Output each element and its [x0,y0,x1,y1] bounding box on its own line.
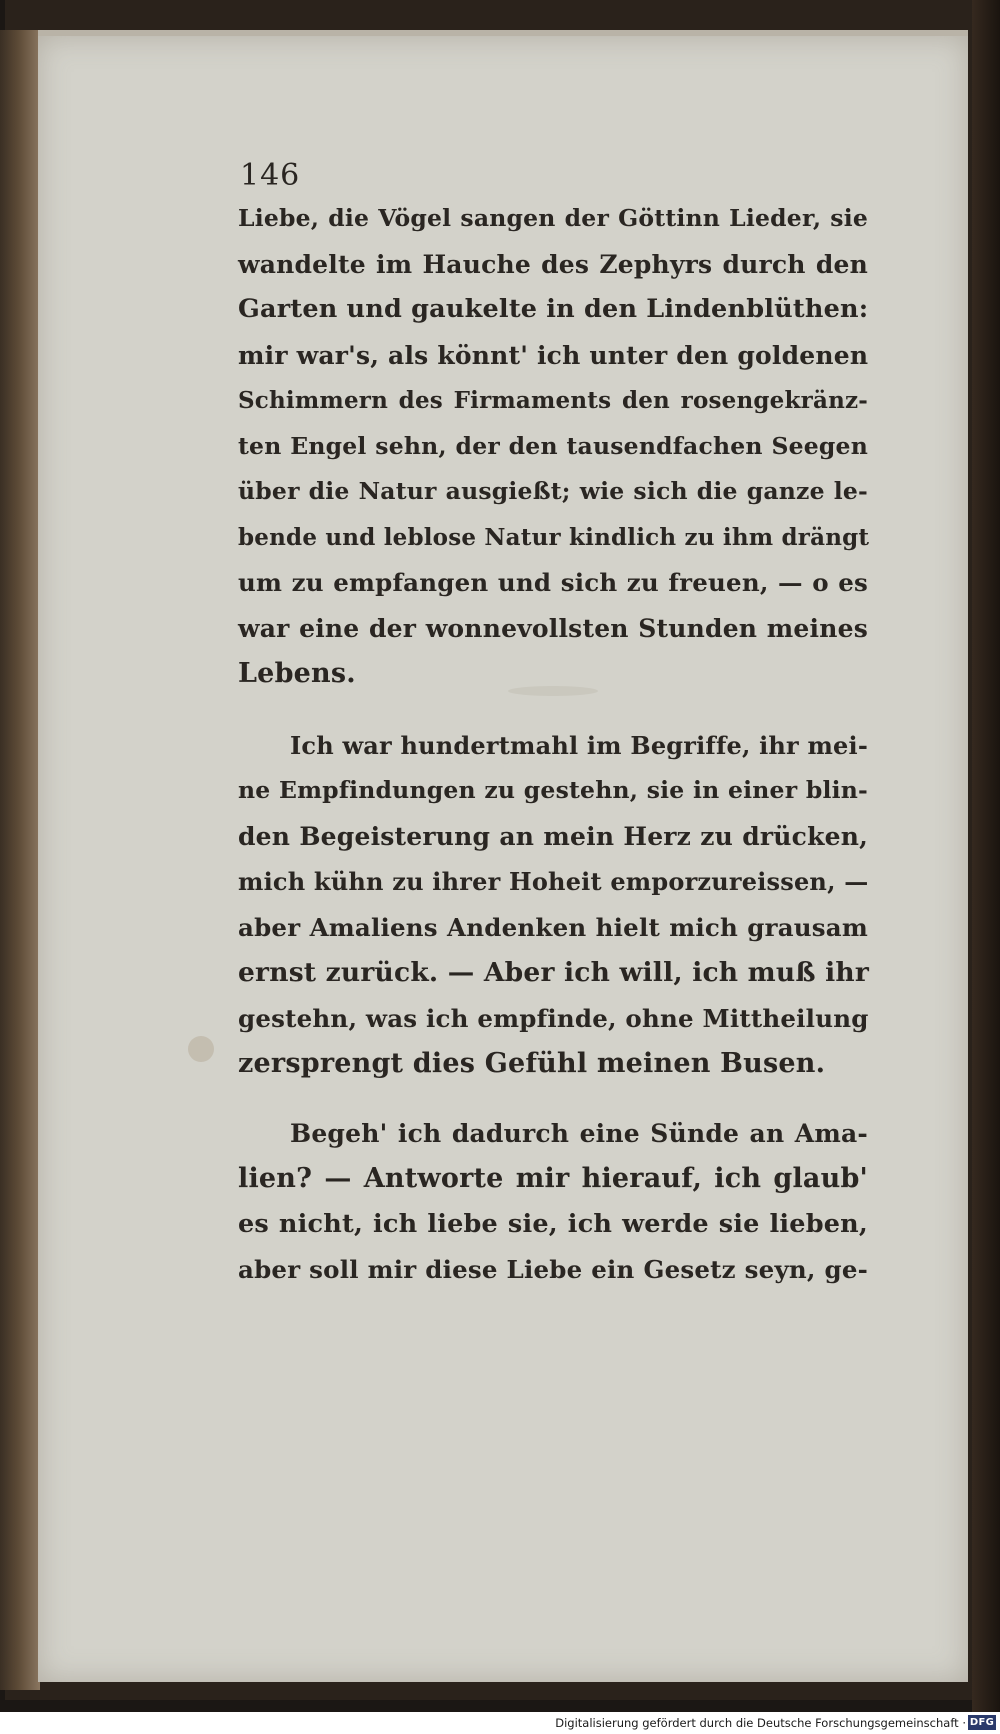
paper-stain [188,1036,214,1062]
text-line: Lebens. [238,658,356,689]
text-line: ne Empfindungen zu gestehn, sie in einer blin- [238,776,868,804]
page-number: 146 [240,158,301,193]
text-line: aber Amaliens Andenken hielt mich grausam [238,912,868,942]
text-line: ernst zurück. — Aber ich will, ich muß ihr [238,957,870,988]
text-line: Begeh' ich dadurch eine Sünde an Ama- [290,1118,868,1148]
text-line: Schimmern des Firmaments den rosengekränz- [238,387,868,414]
text-line: ten Engel sehn, der den tausendfachen Seegen [238,431,868,460]
text-line: aber soll mir diese Liebe ein Gesetz seyn, ge- [238,1255,868,1284]
text-line: war eine der wonnevollsten Stunden meines [238,613,868,643]
dfg-logo: DFG [969,1717,995,1728]
text-line: gestehn, was ich empfinde, ohne Mittheilung [238,1003,869,1033]
text-line: bende und leblose Natur kindlich zu ihm drängt [238,523,870,551]
text-line: um zu empfangen und sich zu freuen, — o es [238,568,868,597]
text-line: mir war's, als könnt' ich unter den goldenen [238,340,869,370]
text-line: den Begeisterung an mein Herz zu drücken, [238,821,868,851]
paragraph-3 [238,1111,868,1293]
paragraph-2 [238,723,868,1087]
text-line: Garten und gaukelte in den Lindenblüthen: [238,294,869,324]
text-line: lien? — Antworte mir hierauf, ich glaub' [238,1163,868,1194]
text-line: mich kühn zu ihrer Hoheit emporzureissen, — [238,867,869,896]
spine-shadow [0,30,40,1690]
text-line: Ich war hundertmahl im Begriffe, ihr mei- [290,730,868,760]
text-line: wandelte im Hauche des Zephyrs durch den [238,249,868,279]
paragraph-gap [238,697,868,723]
text-line: es nicht, ich liebe sie, ich werde sie lieben, [238,1208,868,1239]
cover-edge [972,0,1000,1712]
page-text [238,158,868,1293]
paragraph-gap [238,1087,868,1111]
paragraph-1 [238,196,868,697]
funding-credit: Digitalisierung gefördert durch die Deutsche Forschungsgemeinschaft · [555,1716,966,1730]
text-line: Liebe, die Vögel sangen der Göttinn Lieder, sie [238,204,868,232]
text-line: über die Natur ausgießt; wie sich die ganze le- [238,477,868,505]
text-line: zersprengt dies Gefühl meinen Busen. [238,1048,826,1079]
